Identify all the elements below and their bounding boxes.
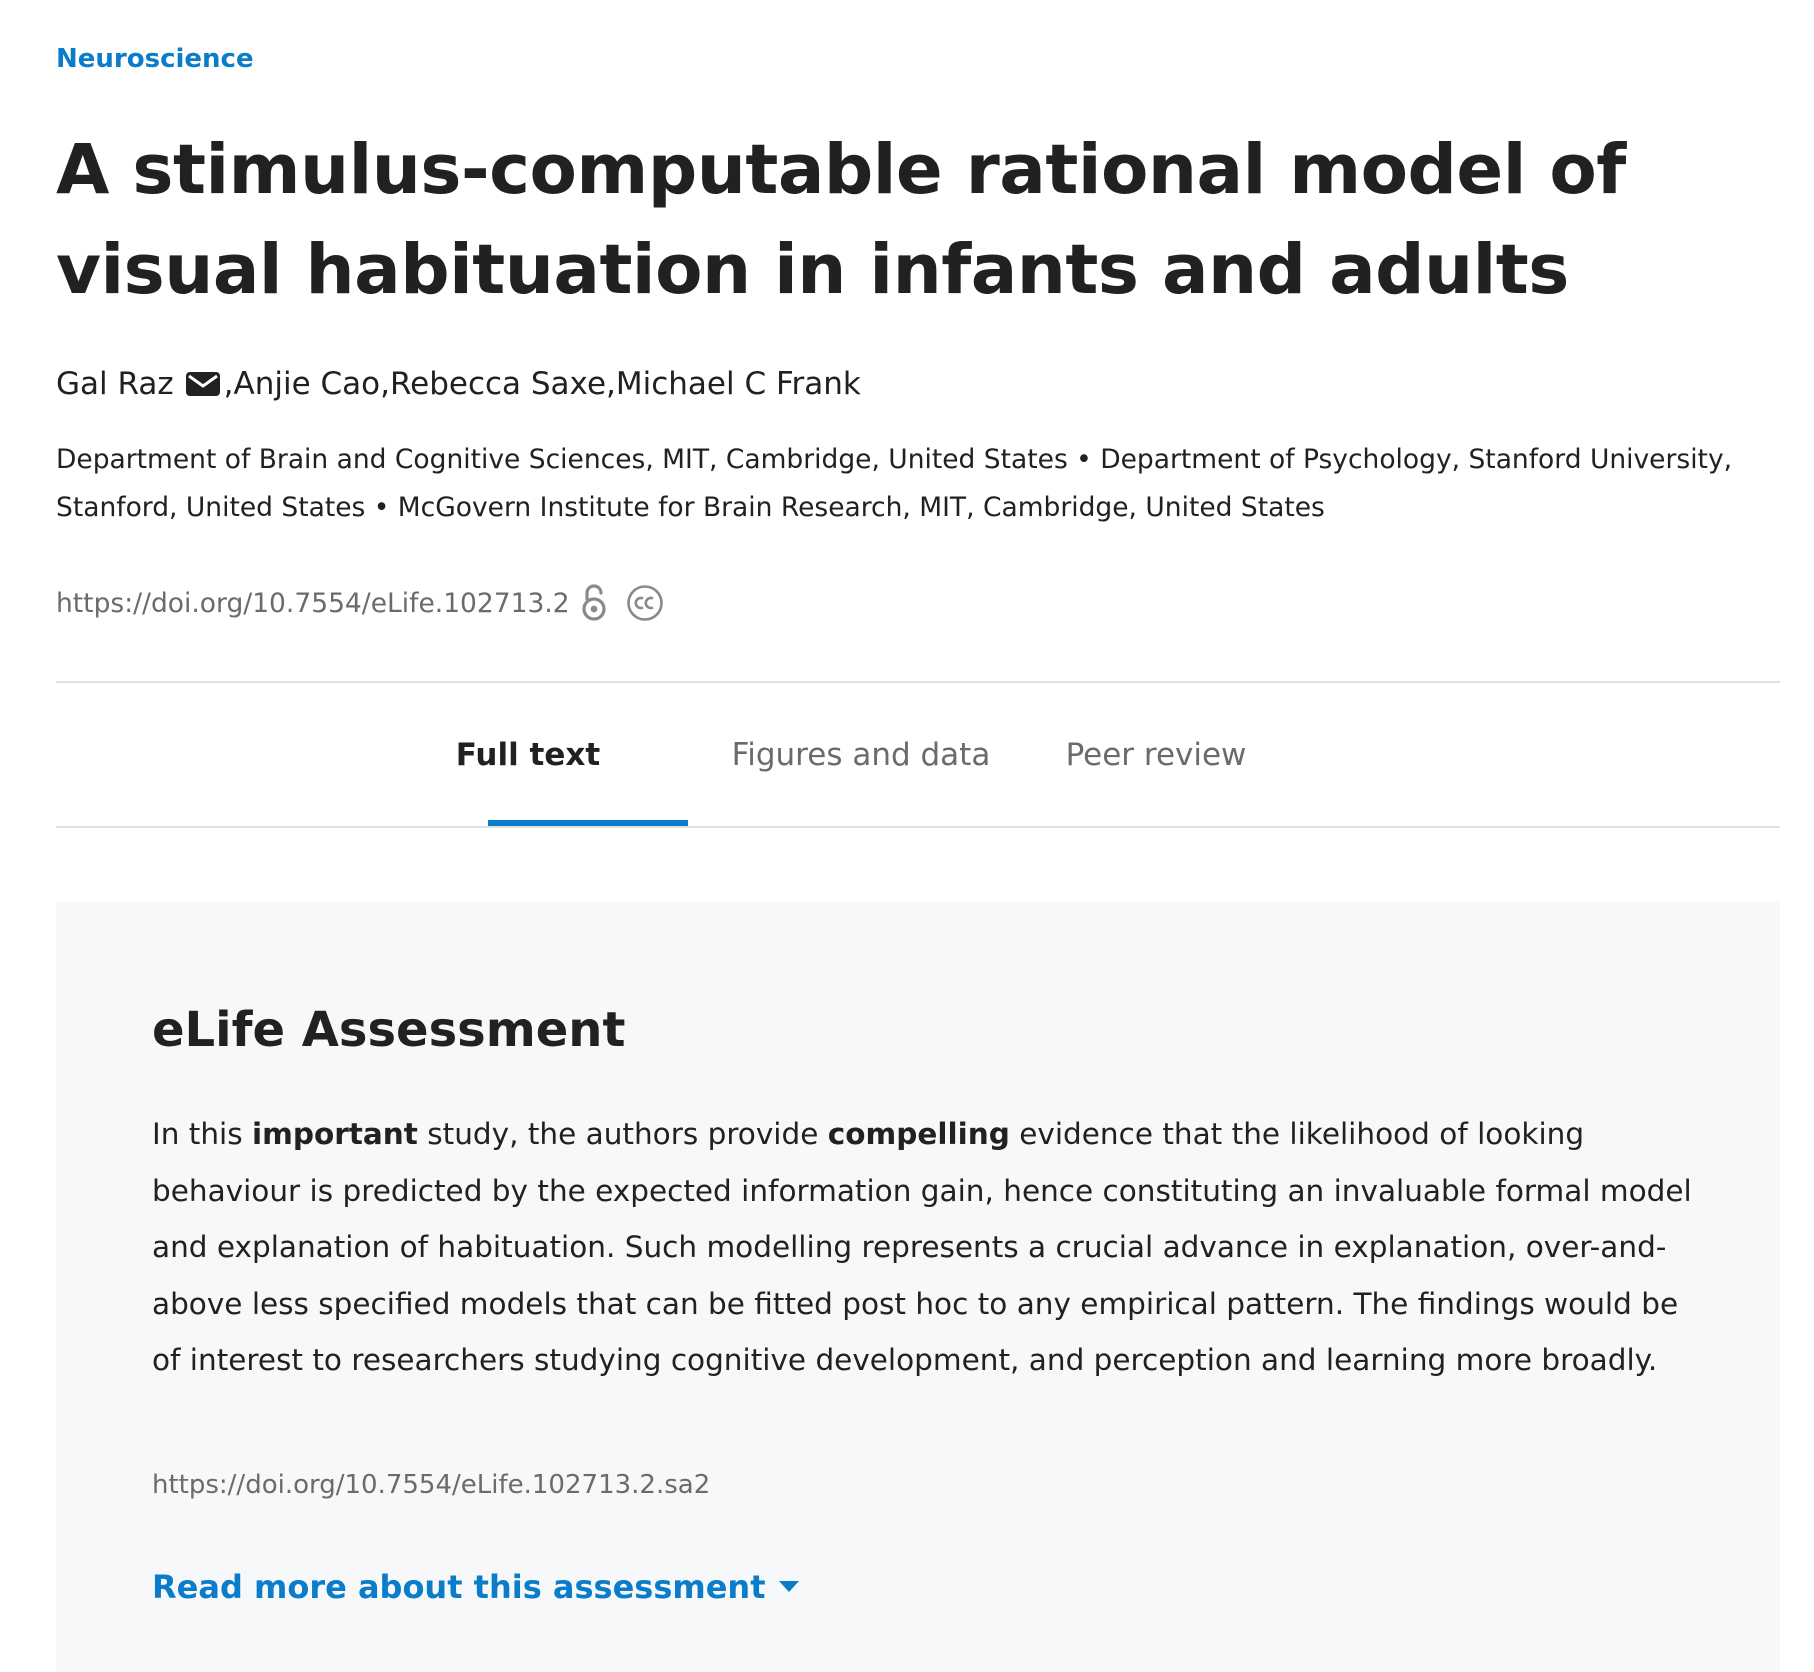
- doi-line: [56, 584, 664, 622]
- read-more-assessment-button[interactable]: [152, 1568, 799, 1606]
- tab-peer-review[interactable]: Peer review: [1065, 737, 1247, 773]
- author-link[interactable]: Gal Raz: [56, 366, 174, 402]
- tab-figures-and-data[interactable]: Figures and data: [731, 737, 991, 773]
- article-tabs: [56, 684, 1780, 826]
- envelope-icon[interactable]: [186, 372, 220, 396]
- creative-commons-icon[interactable]: [626, 584, 664, 622]
- assessment-text-part: evidence that the likelihood of looking behaviour is predicted by the expected information gain, hence constituting an invaluable formal model and explanation of habituation. Such modelling represents a crucial advance in explanation, over-and-above less specified models that can be fitted post hoc to any empirical pattern. The findings would be of interest to researchers studying cognitive development, and perception and learning more broadly.: [152, 1117, 1692, 1377]
- open-access-icon[interactable]: [580, 584, 608, 622]
- author-separator: ,: [223, 366, 234, 402]
- author-link[interactable]: Anjie Cao: [233, 366, 381, 402]
- tabs-top-divider: [56, 681, 1780, 683]
- caret-down-icon: [779, 1581, 799, 1593]
- author-list: [56, 366, 861, 402]
- article-title: A stimulus-computable rational model of visual habituation in infants and adults: [56, 130, 1626, 310]
- doi-link[interactable]: https://doi.org/10.7554/eLife.102713.2: [56, 587, 570, 619]
- assessment-heading: eLife Assessment: [152, 1002, 626, 1058]
- author-separator: ,: [606, 366, 616, 402]
- assessment-text-part: In this: [152, 1117, 252, 1151]
- subject-link[interactable]: Neuroscience: [56, 44, 254, 74]
- assessment-term-compelling: compelling: [827, 1117, 1010, 1151]
- tabs-bottom-divider: [56, 826, 1780, 828]
- affiliations: Department of Brain and Cognitive Sciences, MIT, Cambridge, United States • Department of Psychology, Stanford University, Stanford, United States • McGovern Institute for Brain Research, MIT, Cambridge, United States: [56, 444, 1733, 523]
- author-link[interactable]: Rebecca Saxe: [389, 366, 607, 402]
- assessment-term-important: important: [251, 1117, 418, 1151]
- read-more-label: Read more about this assessment: [152, 1568, 766, 1606]
- elife-assessment-panel: [56, 902, 1780, 1672]
- tab-full-text[interactable]: Full text: [455, 737, 601, 773]
- author-separator: ,: [380, 366, 390, 402]
- author-link[interactable]: Michael C Frank: [615, 366, 861, 402]
- assessment-doi-link[interactable]: https://doi.org/10.7554/eLife.102713.2.sa2: [152, 1470, 711, 1500]
- assessment-text: [152, 1106, 1692, 1389]
- assessment-text-part: study, the authors provide: [417, 1117, 828, 1151]
